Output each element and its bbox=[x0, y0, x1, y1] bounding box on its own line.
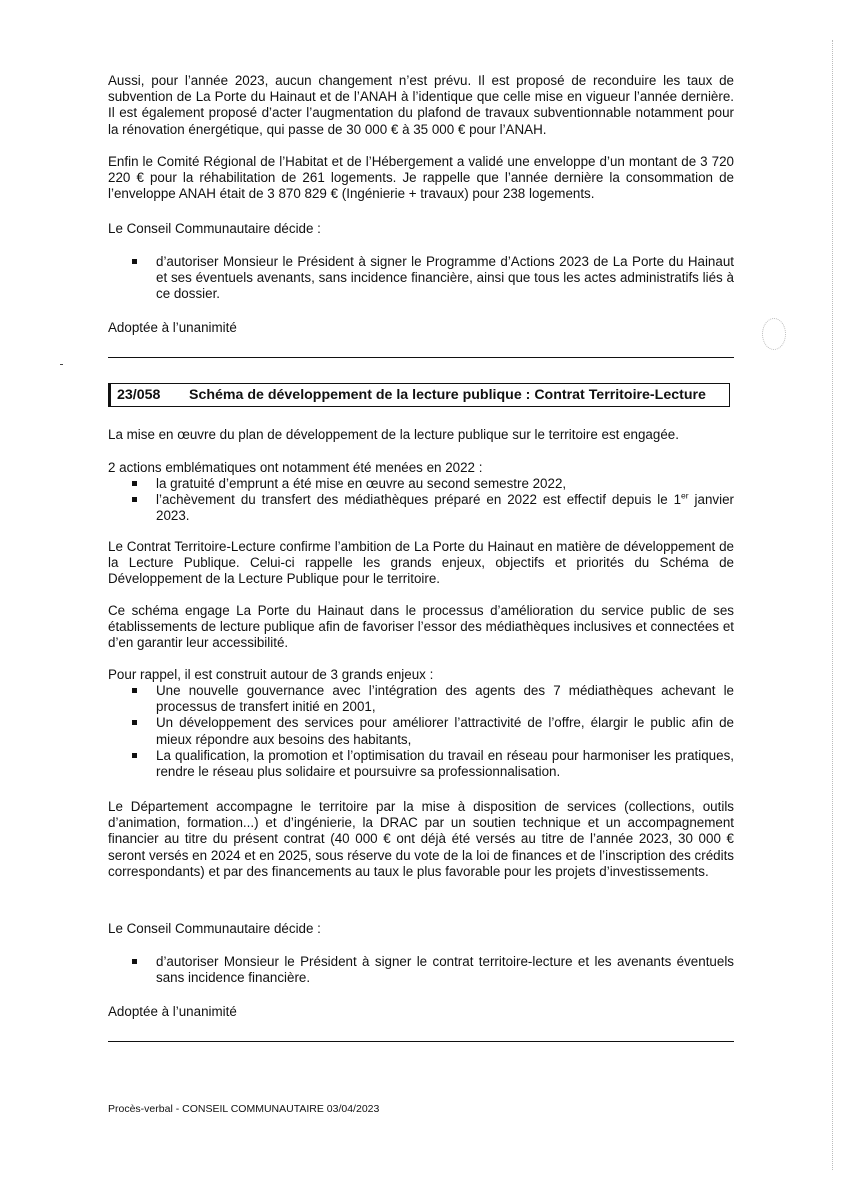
bullet-icon bbox=[132, 753, 137, 758]
section-title-box bbox=[108, 383, 730, 407]
intro-paragraph-2: Enfin le Comité Régional de l’Habitat et de l’Hébergement a validé une enveloppe d’un montant de 3 720 220 € pour la réhabilitation de 261 logements. Je rappelle que l’année dernière la consommation de l’enveloppe ANAH était de 3 870 829 € (Ingénierie + travaux) pour 238 logements. bbox=[108, 154, 734, 202]
intro-paragraph-1: Aussi, pour l’année 2023, aucun changement n’est prévu. Il est proposé de reconduire les taux de subvention de La Porte du Hainaut et de l’ANAH à l’identique que celle mise en vigueur l’année dernière. Il est également proposé d’acter l’augmentation du plafond de travaux subventionnable notamment pour la rénovation énergétique, qui passe de 30 000 € à 35 000 € pour l’ANAH. bbox=[108, 73, 734, 137]
list-item: Un développement des services pour améliorer l’attractivité de l’offre, élargir le public afin de mieux répondre aux besoins des habitants, bbox=[108, 715, 734, 747]
bullet-icon bbox=[132, 720, 137, 725]
bullet-icon bbox=[132, 959, 137, 964]
list-item: la gratuité d’emprunt a été mise en œuvre au second semestre 2022, bbox=[108, 476, 734, 492]
section-paragraph-2: Le Contrat Territoire-Lecture confirme l’ambition de La Porte du Hainaut en matière de développement de la Lecture Publique. Celui-ci rappelle les grands enjeux, objectifs et priorités du Schéma de Développement de la Lecture Publique pour le territoire. bbox=[108, 539, 734, 587]
list-item: La qualification, la promotion et l’optimisation du travail en réseau pour harmoniser les pratiques, rendre le réseau plus solidaire et poursuivre sa professionnalisation. bbox=[108, 748, 734, 780]
intro-adopted: Adoptée à l’unanimité bbox=[108, 320, 237, 335]
page-footer: Procès-verbal - CONSEIL COMMUNAUTAIRE 03/04/2023 bbox=[108, 1103, 380, 1115]
list-item: d’autoriser Monsieur le Président à signer le Programme d’Actions 2023 de La Porte du Hainaut et ses éventuels avenants, sans incidence financière, ainsi que tous les actes administratifs liés à ce dossier. bbox=[108, 254, 734, 303]
enjeux-list bbox=[108, 683, 734, 780]
divider bbox=[108, 357, 734, 358]
section-decide: Le Conseil Communautaire décide : bbox=[108, 921, 321, 936]
scan-mark bbox=[60, 364, 63, 365]
section-paragraph-4: Le Département accompagne le territoire par la mise à disposition de services (collections, outils d’animation, formation...) et d’ingénierie, la DRAC par un soutien technique et un accompagnement financier au titre du présent contrat (40 000 € ont déjà été versés au titre de l’année 2023, 30 000 € seront versés en 2024 et en 2025, sous réserve du vote de la loi de finances et de l’inscription des crédits correspondants) et par des financements au taux le plus favorable pour les projets d’investissements. bbox=[108, 799, 734, 879]
bullet-icon bbox=[132, 497, 137, 502]
list-item: d’autoriser Monsieur le Président à signer le contrat territoire-lecture et les avenants éventuels sans incidence financière. bbox=[108, 954, 734, 986]
intro-decision-list bbox=[108, 254, 734, 303]
bullet-icon bbox=[132, 481, 137, 486]
list-item: l’achèvement du transfert des médiathèques préparé en 2022 est effectif depuis le 1er janvier 2023. bbox=[108, 492, 734, 524]
section-paragraph-1: La mise en œuvre du plan de développement de la lecture publique sur le territoire est engagée. bbox=[108, 427, 679, 442]
section-number: 23/058 bbox=[117, 387, 161, 403]
bullet-icon bbox=[132, 688, 137, 693]
enjeux-intro: Pour rappel, il est construit autour de 3 grands enjeux : bbox=[108, 667, 434, 682]
actions-list bbox=[108, 476, 734, 525]
actions-intro: 2 actions emblématiques ont notamment été menées en 2022 : bbox=[108, 460, 483, 475]
list-item: Une nouvelle gouvernance avec l’intégration des agents des 7 médiathèques achevant le processus de transfert initié en 2001, bbox=[108, 683, 734, 715]
divider bbox=[108, 1041, 734, 1042]
section-adopted: Adoptée à l’unanimité bbox=[108, 1004, 237, 1019]
section-decision-list bbox=[108, 954, 734, 986]
scan-edge bbox=[832, 40, 833, 1170]
scan-artifact bbox=[762, 318, 786, 350]
intro-decide: Le Conseil Communautaire décide : bbox=[108, 221, 321, 236]
bullet-icon bbox=[132, 259, 137, 264]
section-paragraph-3: Ce schéma engage La Porte du Hainaut dans le processus d’amélioration du service public de ses établissements de lecture publique afin de favoriser l’essor des médiathèques inclusives et connectées et d’en garantir leur accessibilité. bbox=[108, 603, 734, 651]
section-title: Schéma de développement de la lecture publique : Contrat Territoire-Lecture bbox=[189, 387, 706, 403]
